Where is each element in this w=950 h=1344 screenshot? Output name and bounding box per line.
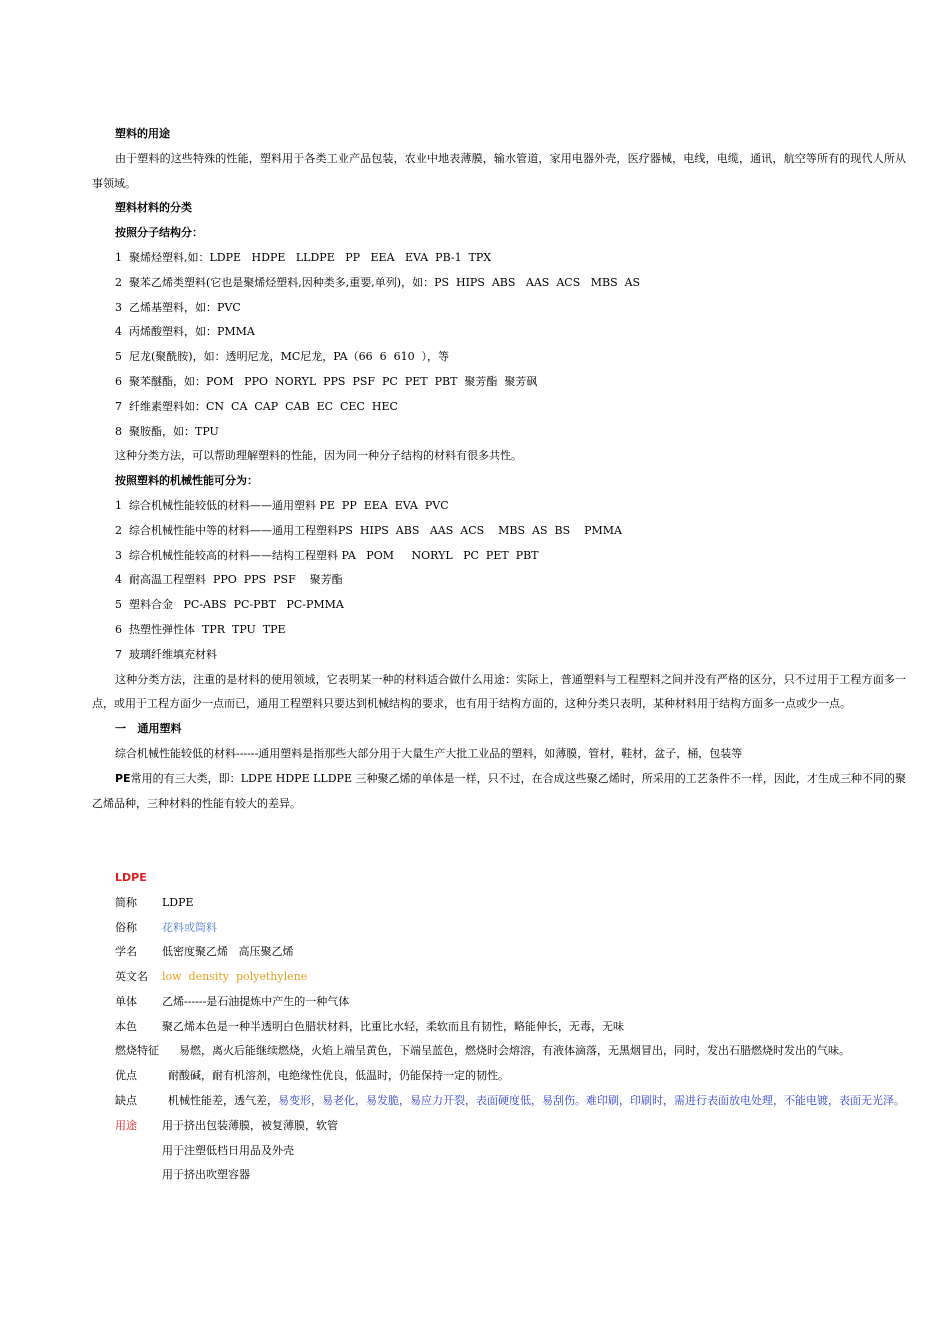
intro-paragraph: 由于塑料的这些特殊的性能，塑料用于各类工业产品包装，农业中地表薄膜，输水管道，家用电器外壳，医疗器械，电线，电缆，通讯，航空等所有的现代人所从事领域。 xyxy=(92,151,906,190)
ldpe-abbr-row xyxy=(92,891,906,916)
ldpe-common-label: 俗称 xyxy=(115,920,137,934)
mechanical-item: 7 玻璃纤维填充材料 xyxy=(115,647,217,661)
ldpe-mono-row xyxy=(92,990,906,1015)
document-page xyxy=(92,122,906,1188)
ldpe-con-plain: 机械性能差，透气差， xyxy=(168,1094,278,1108)
spacer xyxy=(92,841,906,866)
ldpe-sci-label: 学名 xyxy=(115,945,137,959)
structure-item: 6 聚苯醚酯，如：POM PPO NORYL PPS PSF PC PET PBT 聚芳酯 聚芳砜 xyxy=(115,374,538,388)
heading-by-structure: 按照分子结构分： xyxy=(115,226,203,240)
ldpe-en-value: low density polyethylene xyxy=(162,970,308,984)
structure-item: 8 聚胺酯，如：TPU xyxy=(115,424,219,438)
heading-general-plastics: 一 通用塑料 xyxy=(115,722,182,736)
ldpe-en-row xyxy=(92,965,906,990)
ldpe-use-row xyxy=(92,1139,906,1164)
structure-item: 7 纤维素塑料如：CN CA CAP CAB EC CEC HEC xyxy=(115,399,398,413)
ldpe-use-item: 用于注塑低档日用品及外壳 xyxy=(162,1143,294,1157)
structure-item: 3 乙烯基塑料，如：PVC xyxy=(115,300,241,314)
mechanical-item: 5 塑料合金 PC-ABS PC-PBT PC-PMMA xyxy=(115,598,344,612)
general-description: 综合机械性能较低的材料------通用塑料是指那些大部分用于大量生产大批工业品的塑料，如薄膜，管材，鞋材，盆子，桶，包装等 xyxy=(115,746,743,760)
structure-note: 这种分类方法，可以帮助理解塑料的性能，因为同一种分子结构的材料有很多共性。 xyxy=(115,449,522,463)
mechanical-item: 3 综合机械性能较高的材料——结构工程塑料 PA POM NORYL PC PET PBT xyxy=(115,548,539,562)
ldpe-abbr-label: 简称 xyxy=(115,895,137,909)
ldpe-burn-row xyxy=(92,1039,906,1064)
ldpe-use-row xyxy=(92,1163,906,1188)
ldpe-con-row xyxy=(92,1089,906,1114)
ldpe-sci-row xyxy=(92,940,906,965)
pe-prefix: PE xyxy=(115,771,131,785)
ldpe-title: LDPE xyxy=(115,870,147,884)
structure-item: 5 尼龙(聚酰胺)，如：透明尼龙，MC尼龙，PA（66 6 610 ），等 xyxy=(115,350,450,364)
ldpe-color-row xyxy=(92,1015,906,1040)
ldpe-mono-label: 单体 xyxy=(115,994,137,1008)
ldpe-con-label: 缺点 xyxy=(115,1094,137,1108)
ldpe-pro-value: 耐酸碱，耐有机溶剂，电绝缘性优良，低温时，仍能保持一定的韧性。 xyxy=(168,1069,509,1083)
pe-description: 常用的有三大类，即：LDPE HDPE LLDPE 三种聚乙烯的单体是一样，只不过，在合成这些聚乙烯时，所采用的工艺条件不一样，因此，才生成三种不同的聚乙烯品种，三种材料的性能有较大的差异。 xyxy=(92,771,906,810)
ldpe-burn-value: 易燃，离火后能继续燃烧，火焰上端呈黄色，下端呈蓝色，燃烧时会熔溶，有液体滴落，无黑烟冒出，同时，发出石腊燃烧时发出的气味。 xyxy=(179,1044,850,1058)
ldpe-common-value: 花料或筒料 xyxy=(162,920,217,934)
ldpe-use-label: 用途 xyxy=(115,1118,137,1132)
ldpe-pro-label: 优点 xyxy=(115,1069,137,1083)
ldpe-en-label: 英文名 xyxy=(115,970,148,984)
pe-paragraph xyxy=(92,767,906,817)
ldpe-use-item: 用于挤出包装薄膜，被复薄膜，软管 xyxy=(162,1118,338,1132)
mechanical-note: 这种分类方法，注重的是材料的使用领域，它表明某一种的材料适合做什么用途：实际上，普通塑料与工程塑料之间并没有严格的区分，只不过用于工程方面多一点，或用于工程方面少一点而已，通用工程塑料只要达到机械结构的要求，也有用于结构方面的，这种分类只表明，某种材料用于结构方面多一点或少一点。 xyxy=(92,672,906,711)
mechanical-item: 2 综合机械性能中等的材料——通用工程塑料PS HIPS ABS AAS ACS MBS AS BS PMMA xyxy=(115,523,622,537)
ldpe-use-item: 用于挤出吹塑容器 xyxy=(162,1168,250,1182)
ldpe-pro-row xyxy=(92,1064,906,1089)
ldpe-sci-value: 低密度聚乙烯 高压聚乙烯 xyxy=(162,945,294,959)
mechanical-item: 6 热塑性弹性体 TPR TPU TPE xyxy=(115,622,286,636)
mechanical-item: 1 综合机械性能较低的材料——通用塑料 PE PP EEA EVA PVC xyxy=(115,498,449,512)
ldpe-common-row xyxy=(92,916,906,941)
mechanical-item: 4 耐高温工程塑料 PPO PPS PSF 聚芳酯 xyxy=(115,573,343,587)
ldpe-color-value: 聚乙烯本色是一种半透明白色腊状材料，比重比水轻，柔软而且有韧性，略能伸长，无毒，无味 xyxy=(162,1019,624,1033)
structure-item: 4 丙烯酸塑料，如：PMMA xyxy=(115,325,255,339)
structure-item: 1 聚烯烃塑料,如：LDPE HDPE LLDPE PP EEA EVA PB-1 TPX xyxy=(115,250,492,264)
spacer xyxy=(92,816,906,841)
ldpe-abbr-value: LDPE xyxy=(162,895,194,909)
ldpe-color-label: 本色 xyxy=(115,1019,137,1033)
heading-by-mechanical: 按照塑料的机械性能可分为： xyxy=(115,474,258,488)
heading-uses: 塑料的用途 xyxy=(115,127,170,140)
ldpe-con-blue: 易变形，易老化，易发脆，易应力开裂，表面硬度低，易刮伤。难印刷，印刷时，需进行表面放电处理，不能电镀，表面无光泽。 xyxy=(278,1094,905,1108)
heading-classification: 塑料材料的分类 xyxy=(115,201,192,215)
structure-item: 2 聚苯乙烯类塑料(它也是聚烯烃塑料,因种类多,重要,单列)，如：PS HIPS ABS AAS ACS MBS AS xyxy=(115,275,641,289)
ldpe-use-row xyxy=(92,1114,906,1139)
ldpe-mono-value: 乙烯------是石油提炼中产生的一种气体 xyxy=(162,994,350,1008)
ldpe-burn-label: 燃烧特征 xyxy=(115,1044,159,1058)
